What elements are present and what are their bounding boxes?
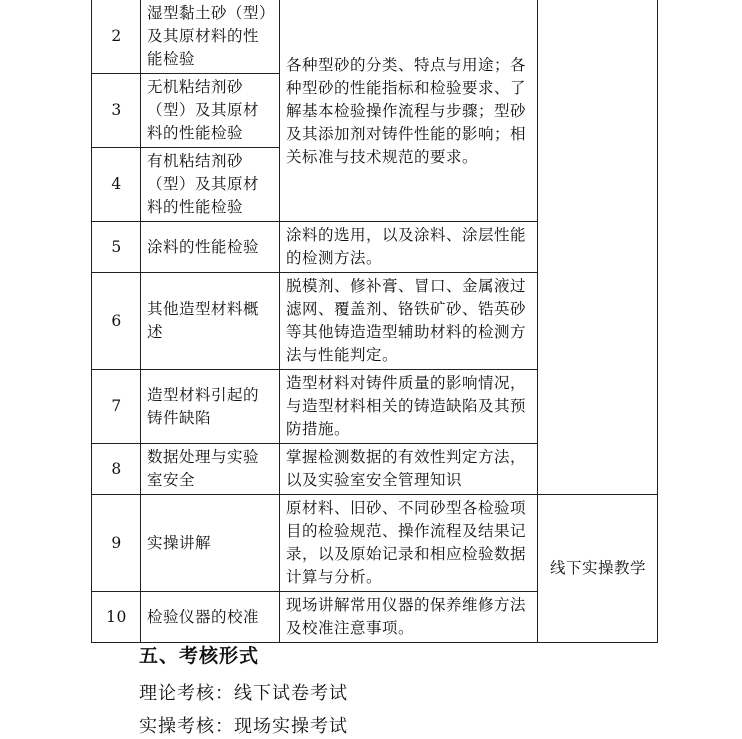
theory-assessment: 理论考核：线下试卷考试: [139, 683, 348, 704]
practice-assessment: 实操考核：现场实操考试: [139, 716, 348, 737]
row-topic: 湿型黏土砂（型）及其原材料的性能检验: [141, 0, 280, 74]
row-content: 脱模剂、修补膏、冒口、金属液过滤网、覆盖剂、铬铁矿砂、锆英砂等其他铸造造型辅助材料的检测方法与性能判定。: [280, 273, 538, 370]
row-topic: 其他造型材料概述: [141, 273, 280, 370]
row-number: 6: [92, 273, 141, 370]
row-number: 10: [92, 592, 141, 643]
table-row: [92, 0, 658, 74]
course-content-table: [91, 0, 658, 643]
method-cell-theory: [538, 0, 658, 495]
row-topic: 实操讲解: [141, 495, 280, 592]
row-topic: 造型材料引起的铸件缺陷: [141, 370, 280, 444]
row-topic: 有机粘结剂砂（型）及其原材料的性能检验: [141, 148, 280, 222]
section-heading: 五、考核形式: [139, 645, 260, 667]
row-number: 4: [92, 148, 141, 222]
row-number: 9: [92, 495, 141, 592]
row-content: 原材料、旧砂、不同砂型各检验项目的检验规范、操作流程及结果记录，以及原始记录和相应检验数据计算与分析。: [280, 495, 538, 592]
row-topic: 数据处理与实验室安全: [141, 444, 280, 495]
row-topic: 检验仪器的校准: [141, 592, 280, 643]
row-number: 7: [92, 370, 141, 444]
row-number: 3: [92, 74, 141, 148]
method-cell-practical: 线下实操教学: [538, 495, 658, 643]
row-content: 掌握检测数据的有效性判定方法，以及实验室安全管理知识: [280, 444, 538, 495]
row-topic: 涂料的性能检验: [141, 222, 280, 273]
row-content: 造型材料对铸件质量的影响情况，与造型材料相关的铸造缺陷及其预防措施。: [280, 370, 538, 444]
table-row: [92, 495, 658, 592]
row-topic: 无机粘结剂砂（型）及其原材料的性能检验: [141, 74, 280, 148]
row-content: 各种型砂的分类、特点与用途；各种型砂的性能指标和检验要求、了解基本检验操作流程与步骤；型砂及其添加剂对铸件性能的影响；相关标准与技术规范的要求。: [280, 0, 538, 222]
row-number: 5: [92, 222, 141, 273]
row-content: 涂料的选用，以及涂料、涂层性能的检测方法。: [280, 222, 538, 273]
row-number: 8: [92, 444, 141, 495]
row-number: 2: [92, 0, 141, 74]
row-content: 现场讲解常用仪器的保养维修方法及校准注意事项。: [280, 592, 538, 643]
